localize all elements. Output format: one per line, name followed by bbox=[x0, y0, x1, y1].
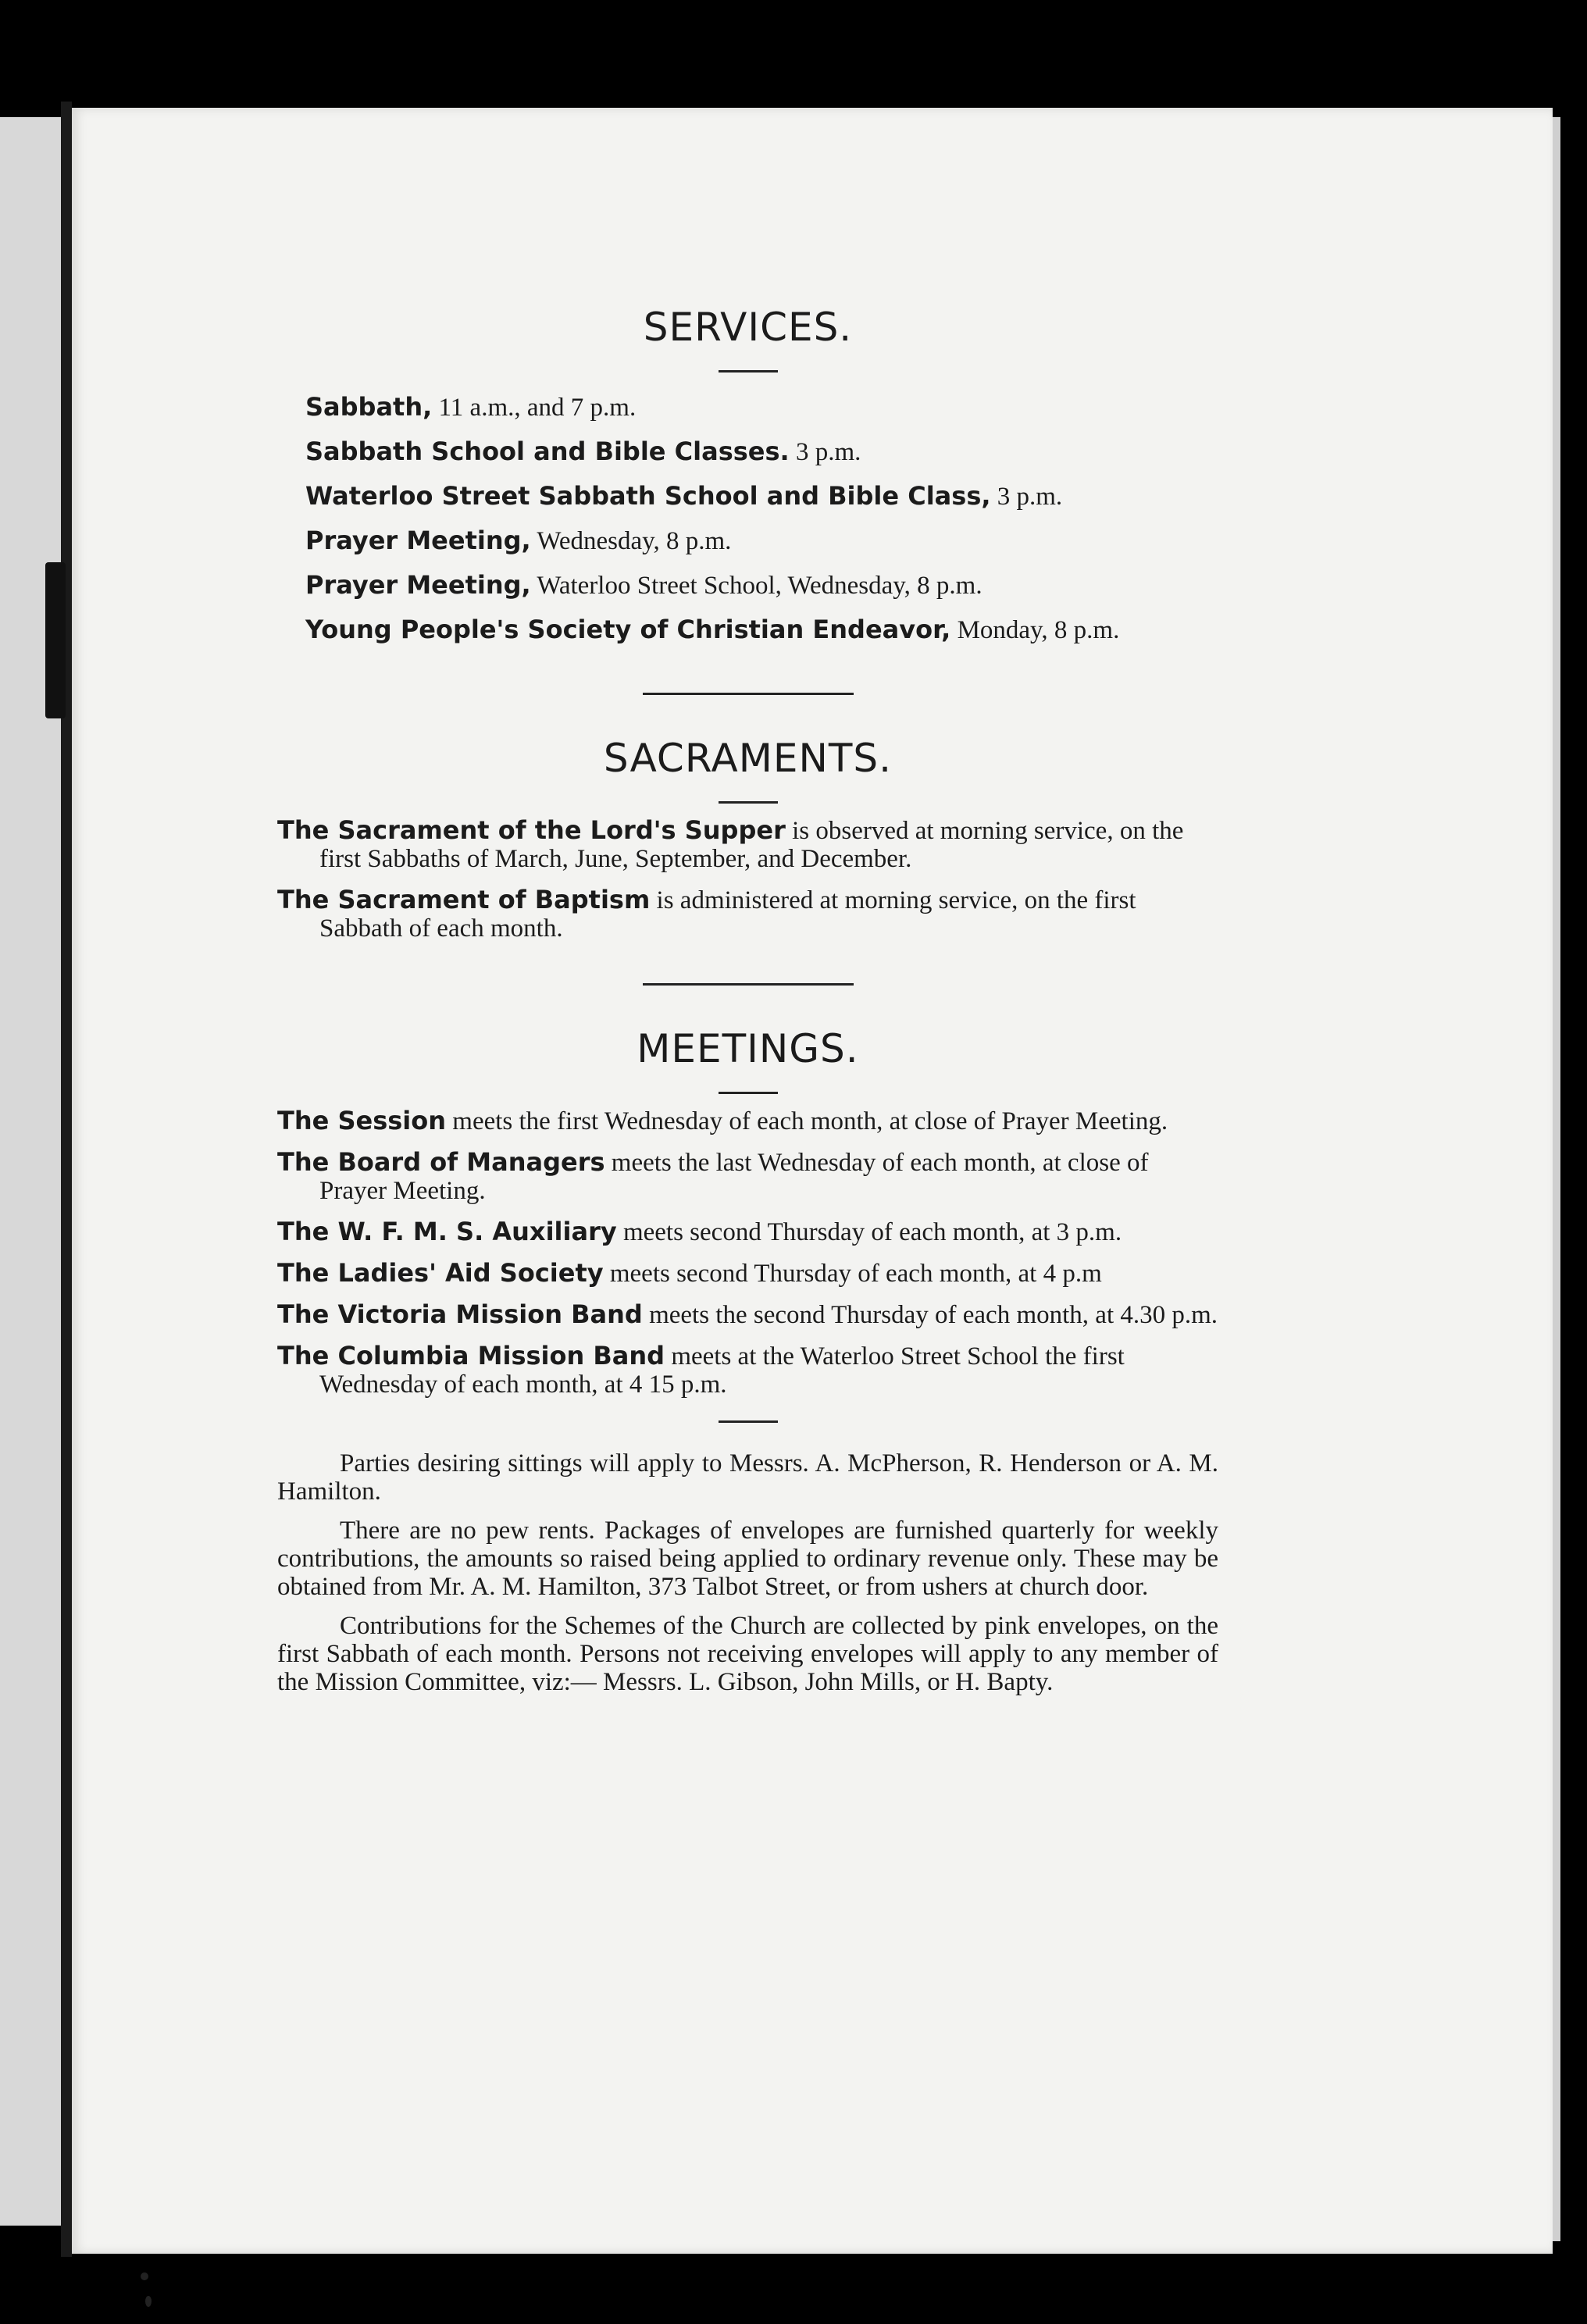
service-item bbox=[305, 563, 1218, 608]
page-edge-right bbox=[1553, 117, 1560, 2241]
service-item bbox=[305, 474, 1218, 519]
service-item bbox=[305, 430, 1218, 474]
meeting-entry bbox=[277, 1107, 1218, 1135]
facing-page-edge bbox=[0, 117, 62, 2226]
service-item bbox=[305, 385, 1218, 430]
service-label: Prayer Meeting, bbox=[305, 570, 531, 600]
divider bbox=[719, 801, 778, 804]
sacrament-label: The Sacrament of Baptism bbox=[277, 885, 651, 914]
meetings-heading: MEETINGS. bbox=[637, 1026, 859, 1071]
service-label: Young People's Society of Christian Endeavor, bbox=[305, 615, 951, 644]
notices-section bbox=[277, 1449, 1218, 1696]
service-time: Wednesday, 8 p.m. bbox=[530, 527, 732, 555]
meetings-section bbox=[277, 1026, 1218, 1399]
divider bbox=[719, 370, 778, 372]
sacrament-text: is observed at morning service, on the first Sabbaths of March, June, September, and December. bbox=[319, 817, 1184, 873]
meeting-entry bbox=[277, 1300, 1218, 1329]
service-time: 3 p.m. bbox=[990, 483, 1063, 511]
sacrament-entry bbox=[277, 816, 1218, 873]
service-label: Sabbath School and Bible Classes. bbox=[305, 437, 790, 466]
meeting-text: meets second Thursday of each month, at 4 p.m bbox=[603, 1260, 1102, 1288]
service-time: Waterloo Street School, Wednesday, 8 p.m. bbox=[530, 572, 983, 600]
scan-speck bbox=[145, 2296, 152, 2307]
meeting-text: meets second Thursday of each month, at 3 p.m. bbox=[616, 1218, 1122, 1246]
meeting-label: The Session bbox=[277, 1106, 447, 1135]
meeting-entry bbox=[277, 1217, 1218, 1246]
meeting-entry bbox=[277, 1342, 1218, 1399]
meeting-label: The Board of Managers bbox=[277, 1147, 605, 1177]
binding-staple-top bbox=[45, 562, 66, 718]
sacrament-label: The Sacrament of the Lord's Supper bbox=[277, 815, 786, 845]
meeting-label: The Ladies' Aid Society bbox=[277, 1258, 604, 1288]
notice-paragraph: Parties desiring sittings will apply to Messrs. A. McPherson, R. Henderson or A. M. Hamilton. bbox=[277, 1449, 1218, 1506]
service-item bbox=[305, 519, 1218, 563]
section-divider bbox=[643, 693, 854, 695]
services-section bbox=[277, 305, 1218, 652]
service-time: 3 p.m. bbox=[789, 438, 861, 466]
scan-speck bbox=[141, 2272, 148, 2280]
divider bbox=[719, 1092, 778, 1094]
notice-paragraph: Contributions for the Schemes of the Church are collected by pink envelopes, on the first Sabbath of each month. Persons not receiving envelopes will apply to any member of the Mission Committee, viz:— Messrs. L. Gibson, John Mills, or H. Bapty. bbox=[277, 1612, 1218, 1696]
sacraments-section bbox=[277, 736, 1218, 943]
services-list bbox=[277, 385, 1218, 652]
services-heading: SERVICES. bbox=[643, 305, 853, 350]
meeting-label: The Columbia Mission Band bbox=[277, 1341, 665, 1371]
service-label: Prayer Meeting, bbox=[305, 526, 531, 555]
meeting-text: meets the first Wednesday of each month, at close of Prayer Meeting. bbox=[446, 1107, 1168, 1135]
sacrament-entry bbox=[277, 886, 1218, 943]
service-time: Monday, 8 p.m. bbox=[950, 616, 1120, 644]
meeting-entry bbox=[277, 1259, 1218, 1288]
service-item bbox=[305, 608, 1218, 652]
page-content bbox=[277, 305, 1218, 1707]
sacraments-heading: SACRAMENTS. bbox=[603, 736, 893, 781]
notice-paragraph: There are no pew rents. Packages of envelopes are furnished quarterly for weekly contributions, the amounts so raised being applied to ordinary revenue only. These may be obtained from Mr. A. M. Hamilton, 373 Talbot Street, or from ushers at church door. bbox=[277, 1517, 1218, 1601]
meeting-label: The W. F. M. S. Auxiliary bbox=[277, 1217, 617, 1246]
service-label: Waterloo Street Sabbath School and Bible Class, bbox=[305, 481, 991, 511]
service-time: 11 a.m., and 7 p.m. bbox=[432, 394, 637, 422]
divider bbox=[719, 1420, 778, 1423]
meeting-text: meets the second Thursday of each month, at 4.30 p.m. bbox=[642, 1301, 1218, 1329]
meeting-text: meets the last Wednesday of each month, at close of Prayer Meeting. bbox=[319, 1149, 1149, 1205]
meeting-entry bbox=[277, 1148, 1218, 1205]
meeting-label: The Victoria Mission Band bbox=[277, 1299, 643, 1329]
binding-gutter bbox=[61, 102, 72, 2257]
section-divider bbox=[643, 983, 854, 986]
sacrament-text: is administered at morning service, on the first Sabbath of each month. bbox=[319, 886, 1136, 943]
service-label: Sabbath, bbox=[305, 392, 433, 422]
meeting-text: meets at the Waterloo Street School the first Wednesday of each month, at 4 15 p.m. bbox=[319, 1342, 1125, 1399]
